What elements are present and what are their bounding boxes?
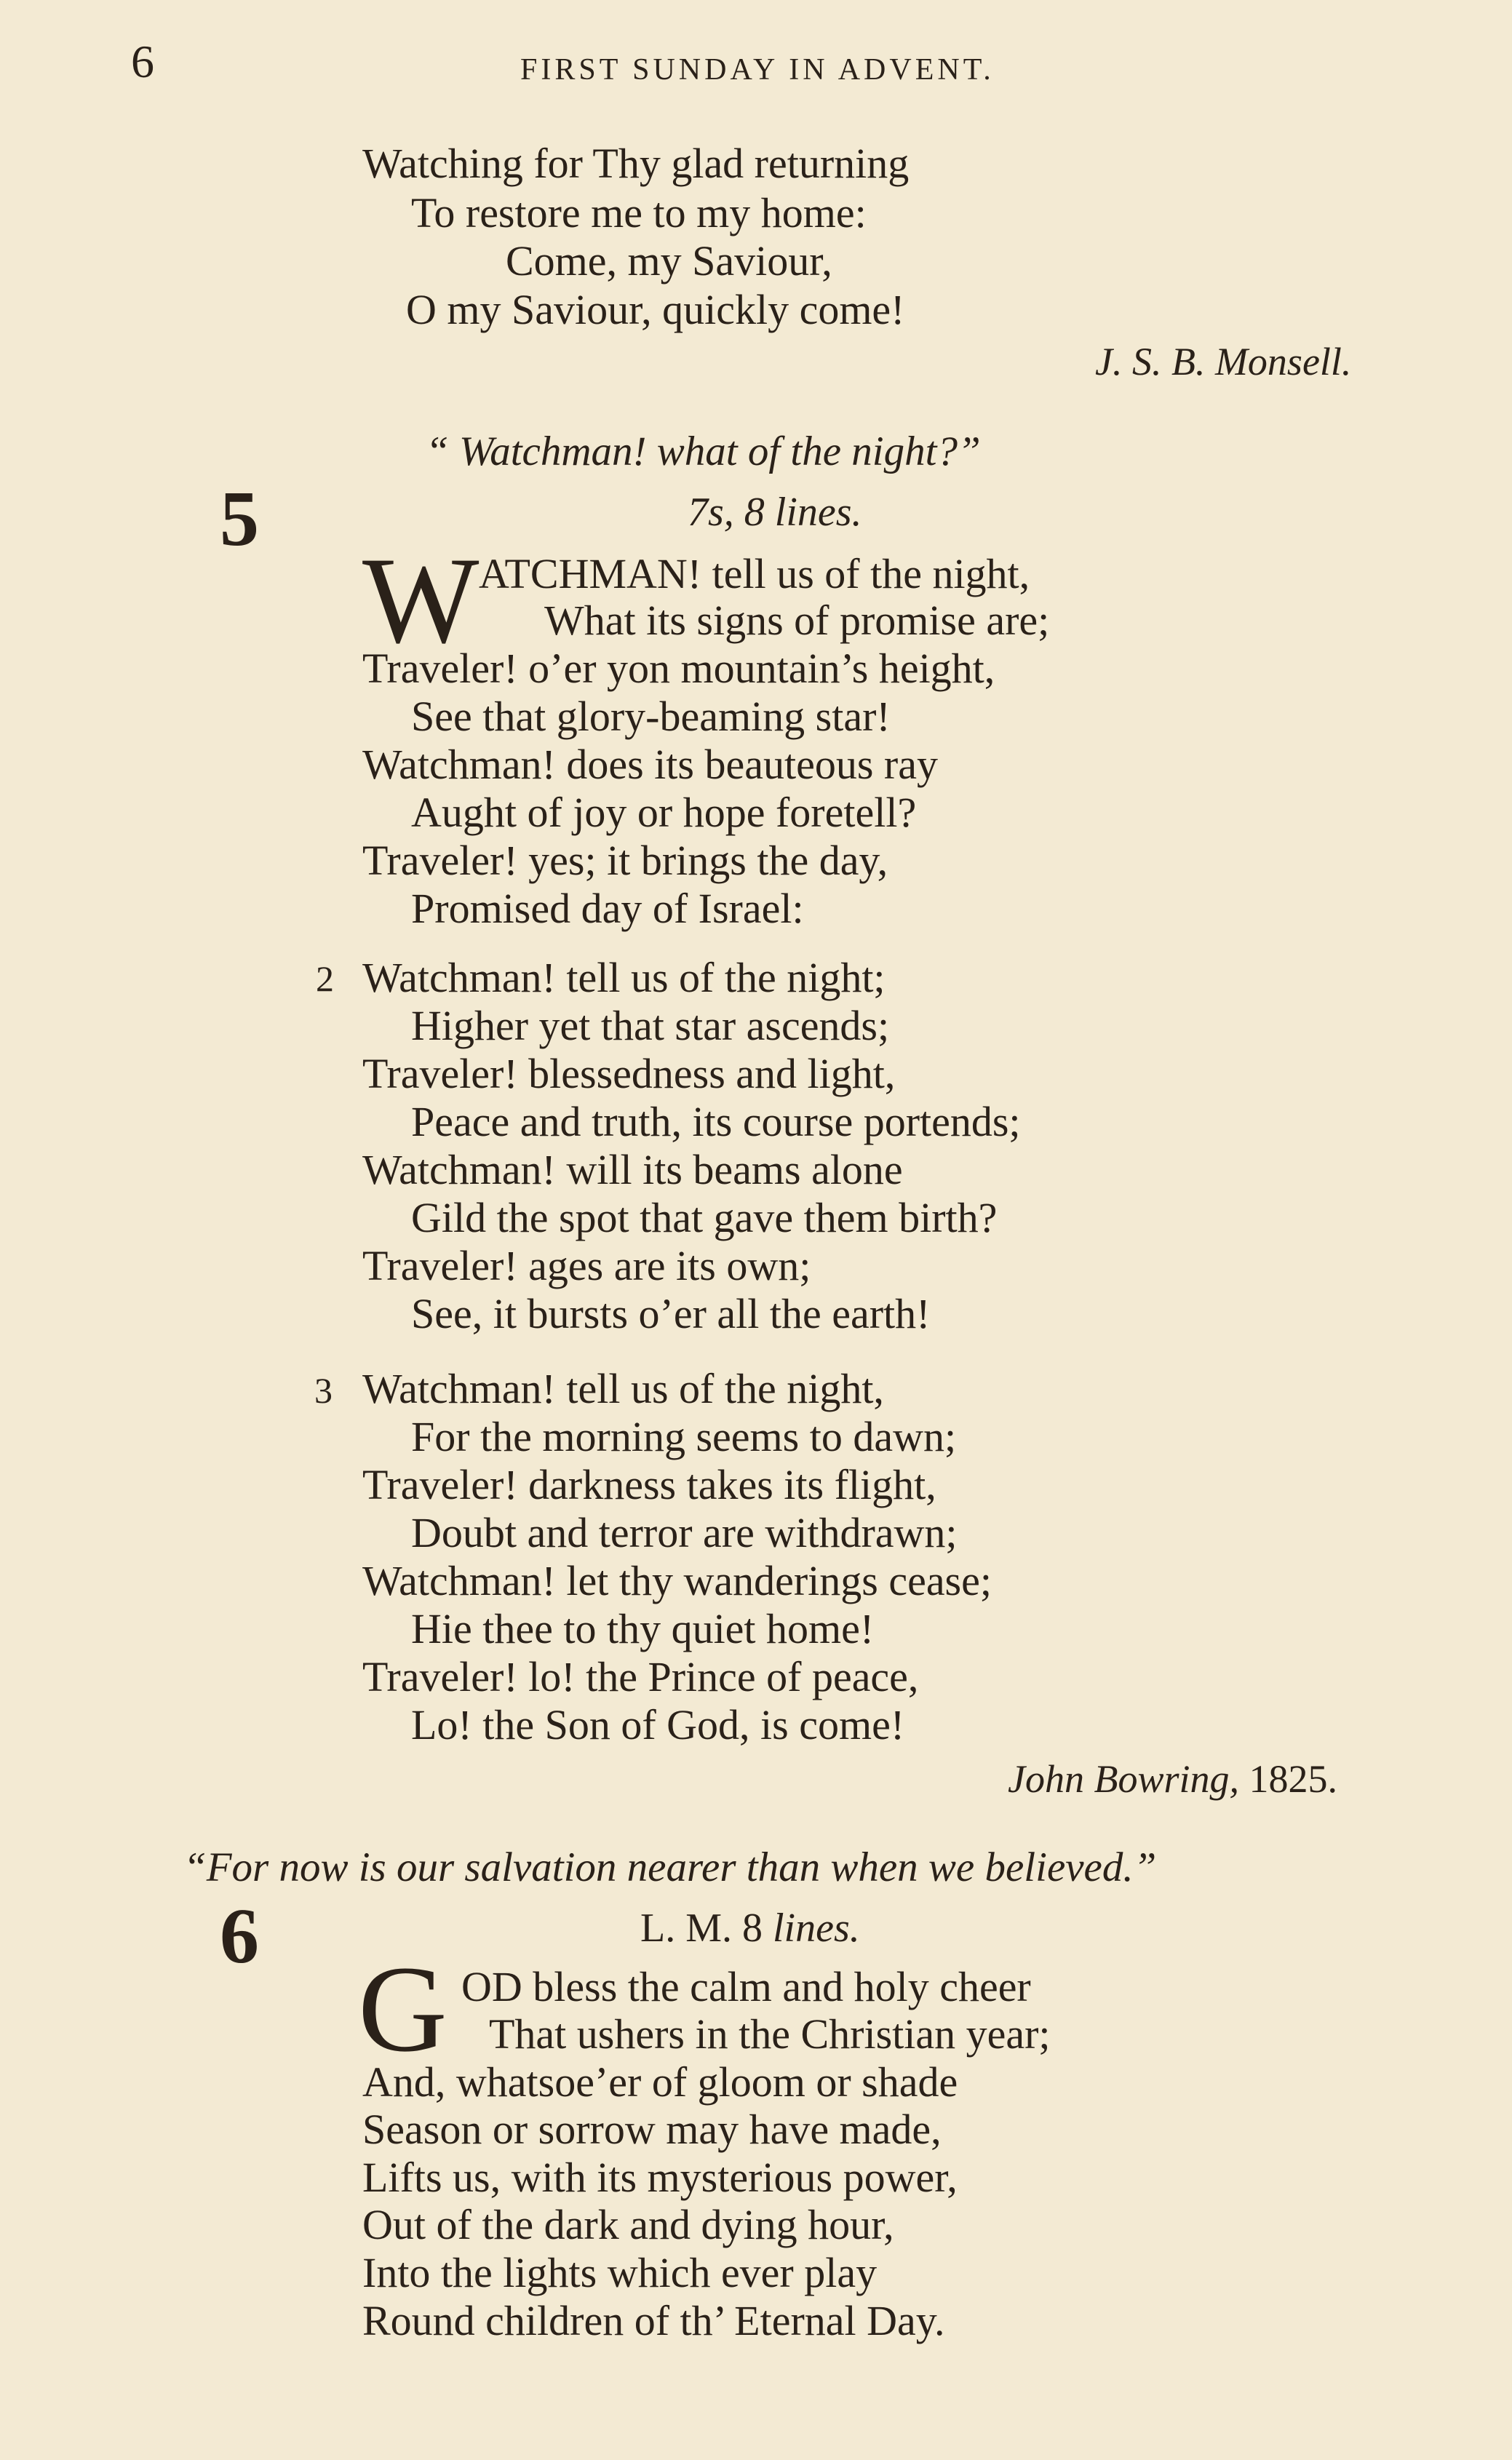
verse-line: Come, my Saviour, bbox=[506, 237, 832, 284]
verse-line: Watchman! will its beams alone bbox=[362, 1146, 903, 1193]
verse-line: See that glory-beaming star! bbox=[411, 693, 891, 740]
verse-line: What its signs of promise are; bbox=[544, 597, 1050, 644]
verse-line: Traveler! o’er yon mountain’s height, bbox=[362, 645, 995, 692]
verse-line: Aught of joy or hope foretell? bbox=[411, 789, 917, 836]
verse-line: ATCHMAN! tell us of the night, bbox=[479, 550, 1030, 597]
verse-line: Traveler! lo! the Prince of peace, bbox=[362, 1653, 919, 1700]
verse-line: Traveler! blessedness and light, bbox=[362, 1050, 896, 1097]
drop-cap: W bbox=[362, 532, 480, 669]
verse-line: Lifts us, with its mysterious power, bbox=[362, 2154, 958, 2201]
verse-line: Season or sorrow may have made, bbox=[362, 2106, 942, 2153]
verse-line: Round children of th’ Eternal Day. bbox=[362, 2297, 945, 2344]
verse-line: Watching for Thy glad returning bbox=[362, 140, 910, 187]
running-head: FIRST SUNDAY IN ADVENT. bbox=[520, 53, 995, 87]
verse-line: Traveler! darkness takes its flight, bbox=[362, 1461, 936, 1508]
page-number: 6 bbox=[131, 36, 154, 87]
drop-cap: G bbox=[358, 1940, 447, 2077]
verse-line: Hie thee to thy quiet home! bbox=[411, 1605, 875, 1652]
stanza-number: 2 bbox=[316, 958, 334, 999]
hymn-title: “For now is our salvation nearer than when we believed.” bbox=[183, 1844, 1157, 1890]
verse-line: Higher yet that star ascends; bbox=[411, 1002, 890, 1049]
verse-line: Gild the spot that gave them birth? bbox=[411, 1194, 998, 1241]
verse-line: Out of the dark and dying hour, bbox=[362, 2201, 894, 2248]
verse-line: O my Saviour, quickly come! bbox=[406, 286, 905, 333]
hymn-author: J. S. B. Monsell. bbox=[1095, 340, 1352, 383]
verse-line: Watchman! tell us of the night, bbox=[362, 1365, 884, 1412]
hymn-meter: 7s, 8 lines. bbox=[688, 490, 862, 535]
hymn-year: 1825. bbox=[1249, 1757, 1337, 1801]
hymn-title: “ Watchman! what of the night?” bbox=[426, 429, 981, 474]
verse-line: Traveler! yes; it brings the day, bbox=[362, 837, 888, 884]
stanza-number: 3 bbox=[314, 1370, 333, 1411]
verse-line: Watchman! tell us of the night; bbox=[362, 954, 886, 1001]
verse-line: Peace and truth, its course portends; bbox=[411, 1098, 1021, 1145]
verse-line: Lo! the Son of God, is come! bbox=[411, 1701, 905, 1748]
hymn-meter: L. M. 8 lines. bbox=[640, 1906, 860, 1951]
verse-line: Traveler! ages are its own; bbox=[362, 1242, 811, 1289]
verse-line: Promised day of Israel: bbox=[411, 885, 804, 932]
verse-line: Into the lights which ever play bbox=[362, 2249, 878, 2296]
verse-line: That ushers in the Christian year; bbox=[489, 2010, 1051, 2058]
verse-line: For the morning seems to dawn; bbox=[411, 1413, 957, 1460]
verse-line: To restore me to my home: bbox=[411, 189, 867, 236]
verse-line: OD bless the calm and holy cheer bbox=[461, 1963, 1031, 2010]
verse-line: Doubt and terror are withdrawn; bbox=[411, 1509, 958, 1556]
verse-line: Watchman! let thy wanderings cease; bbox=[362, 1557, 992, 1604]
verse-line: See, it bursts o’er all the earth! bbox=[411, 1290, 931, 1337]
hymn-number: 5 bbox=[220, 476, 259, 562]
verse-line: And, whatsoe’er of gloom or shade bbox=[362, 2058, 958, 2106]
hymn-attribution bbox=[1008, 1756, 1337, 1802]
hymn-author: John Bowring, bbox=[1008, 1757, 1239, 1801]
hymn-number: 6 bbox=[220, 1893, 259, 1980]
verse-line: Watchman! does its beauteous ray bbox=[362, 741, 938, 788]
